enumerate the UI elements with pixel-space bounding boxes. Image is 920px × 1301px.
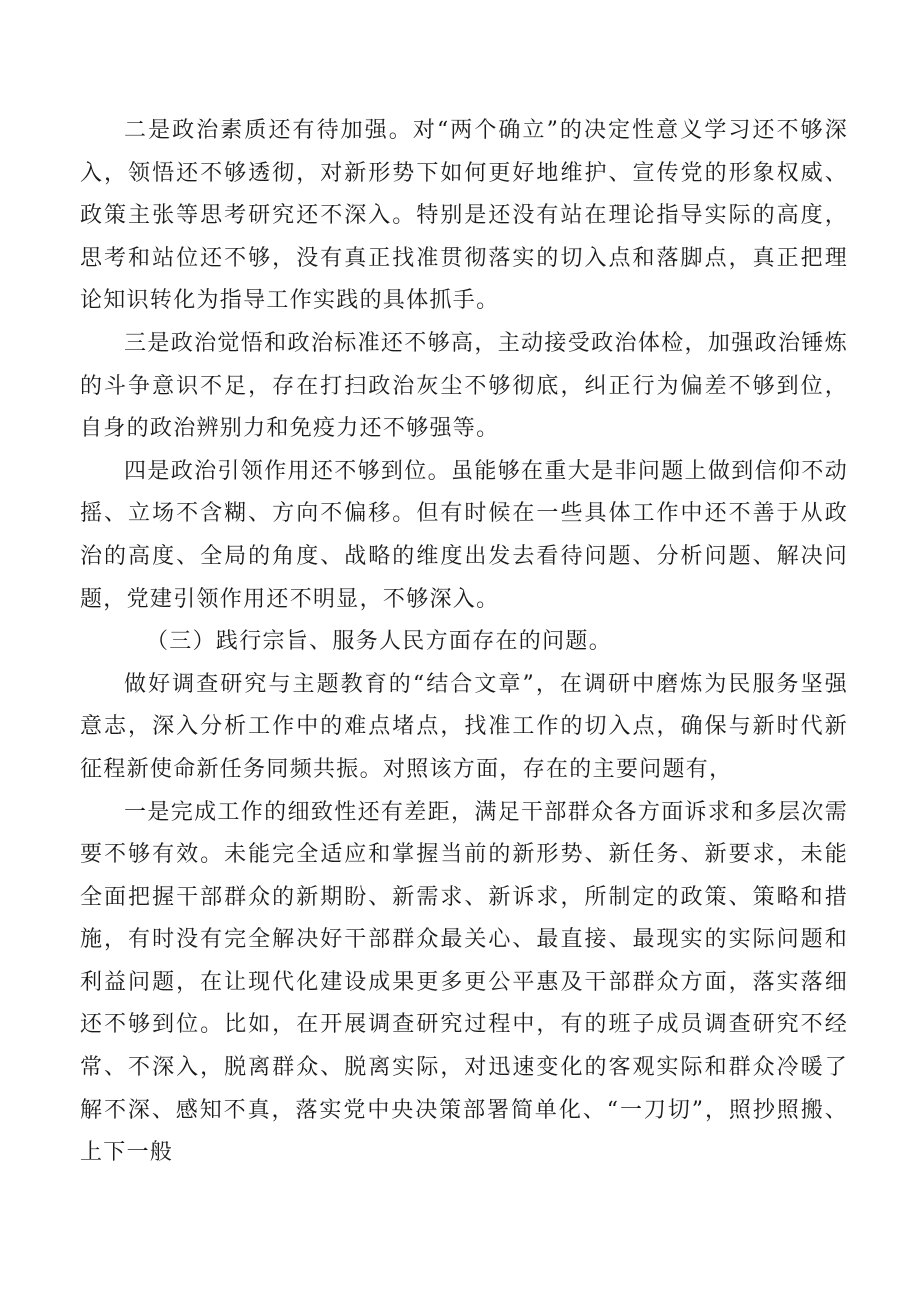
- paragraph-research-intro: 做好调查研究与主题教育的“结合文章”，在调研中磨炼为民服务坚强意志，深入分析工作中的难点堵点，找准工作的切入点，确保与新时代新征程新使命新任务同频共振。对照该方面，存在的主要问题有，: [80, 671, 848, 782]
- paragraph-political-leadership: 四是政治引领作用还不够到位。虽能够在重大是非问题上做到信仰不动摇、立场不含糊、方向不偏移。但有时候在一些具体工作中还不善于从政治的高度、全局的角度、战略的维度出发去看待问题、分析问题、解决问题，党建引领作用还不明显，不够深入。: [80, 458, 848, 612]
- document-page: [80, 110, 848, 1175]
- paragraph-work-detail: 一是完成工作的细致性还有差距，满足干部群众各方面诉求和多层次需要不够有效。未能完全适应和掌握当前的新形势、新任务、新要求，未能全面把握干部群众的新期盼、新需求、新诉求，所制定的政策、策略和措施，有时没有完全解决好干部群众最关心、最直接、最现实的实际问题和利益问题，在让现代化建设成果更多更公平惠及干部群众方面，落实落细还不够到位。比如，在开展调查研究过程中，有的班子成员调查研究不经常、不深入，脱离群众、脱离实际，对迅速变化的客观实际和群众冷暖了解不深、感知不真，落实党中央决策部署简单化、“一刀切”，照抄照搬、上下一般: [80, 799, 848, 1166]
- paragraph-political-quality: 二是政治素质还有待加强。对“两个确立”的决定性意义学习还不够深入，领悟还不够透彻，对新形势下如何更好地维护、宣传党的形象权威、政策主张等思考研究还不深入。特别是还没有站在理论指导实际的高度，思考和站位还不够，没有真正找准贯彻落实的切入点和落脚点，真正把理论知识转化为指导工作实践的具体抓手。: [80, 118, 848, 314]
- paragraph-political-awareness: 三是政治觉悟和政治标准还不够高，主动接受政治体检，加强政治锤炼的斗争意识不足，存在打扫政治灰尘不够彻底，纠正行为偏差不够到位，自身的政治辨别力和免疫力还不够强等。: [80, 330, 848, 442]
- section-heading-serve-people: （三）践行宗旨、服务人民方面存在的问题。: [146, 629, 613, 655]
